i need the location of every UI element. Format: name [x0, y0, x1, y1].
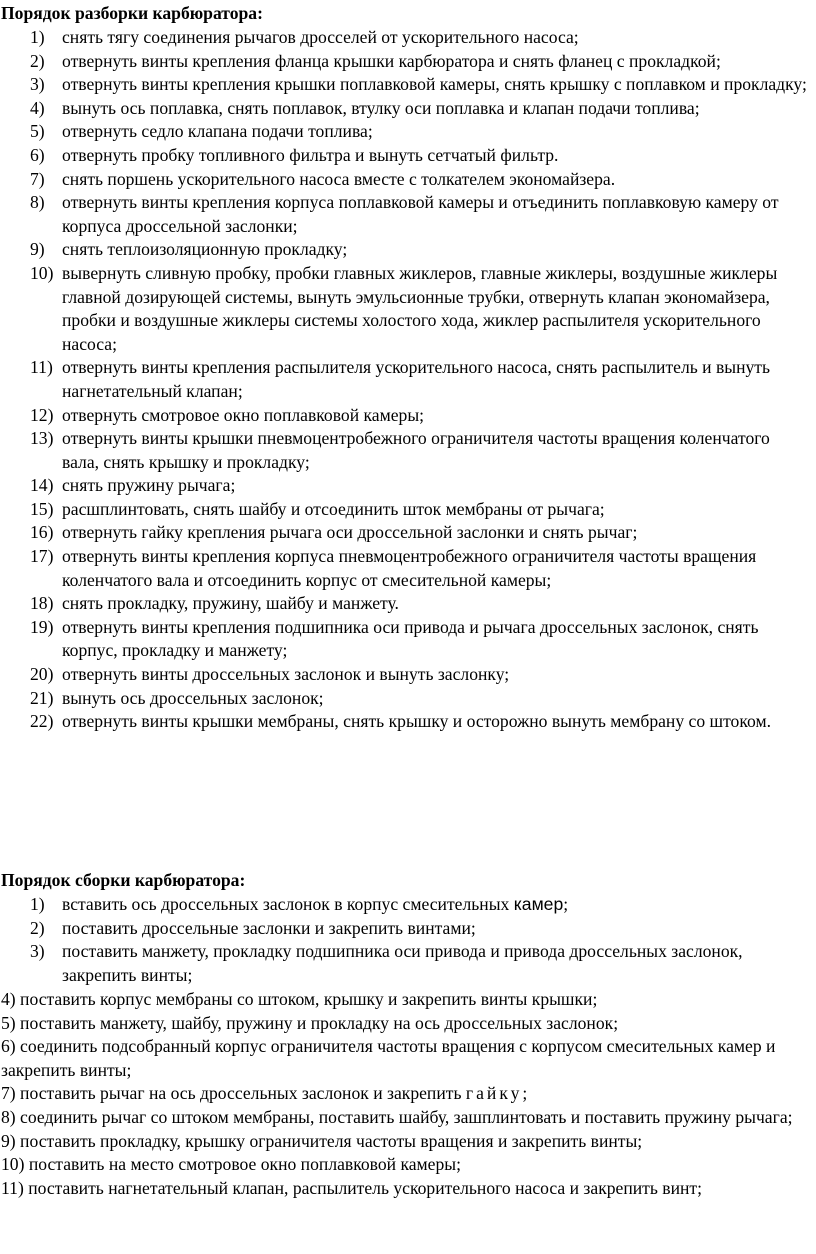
- list-item: [0, 521, 816, 545]
- step-number: 19): [30, 616, 54, 637]
- assembly-steps: [0, 893, 816, 987]
- list-item: [0, 427, 816, 474]
- list-item: [0, 474, 816, 498]
- step-number: 8): [30, 192, 45, 213]
- step-text: отвернуть винты крепления корпуса поплавковой камеры и отъединить поплавковую камеру от корпуса дроссельной заслонки;: [62, 192, 779, 236]
- list-item: [0, 498, 816, 522]
- step-text: расшплинтовать, снять шайбу и отсоединить шток мембраны от рычага;: [62, 498, 605, 519]
- disassembly-heading: Порядок разборки карбюратора:: [1, 3, 263, 23]
- step-number: 17): [30, 546, 54, 567]
- step-text: вынуть ось дроссельных заслонок;: [62, 687, 324, 708]
- step-number: 3): [30, 941, 45, 962]
- list-item: [0, 191, 816, 238]
- step-text: вынуть ось поплавка, снять поплавок, втулку оси поплавка и клапан подачи топлива;: [62, 97, 700, 118]
- list-item: 4) поставить корпус мембраны со штоком, крышку и закрепить винты крышки;: [1, 989, 598, 1009]
- list-item: [0, 26, 816, 50]
- list-item: [0, 404, 816, 428]
- list-item: [0, 592, 816, 616]
- step-text-end: ;: [563, 894, 569, 914]
- list-item: [0, 893, 816, 917]
- step-text: снять тягу соединения рычагов дросселей от ускорительного насоса;: [62, 27, 579, 47]
- step-number: 10): [30, 262, 54, 283]
- step-number: 2): [30, 50, 45, 71]
- step-text: отвернуть гайку крепления рычага оси дроссельной заслонки и снять рычаг;: [62, 522, 638, 543]
- step-number: 2): [30, 917, 45, 938]
- step-text: поставить дроссельные заслонки и закрепить винтами;: [62, 917, 476, 938]
- list-item: [0, 616, 816, 663]
- disassembly-steps: [0, 26, 816, 734]
- list-item: [0, 917, 816, 941]
- list-item: [0, 238, 816, 262]
- step-text-sans: камер: [513, 894, 564, 914]
- step-number: 15): [30, 498, 54, 519]
- step-number: 11): [30, 357, 53, 378]
- step-number: 3): [30, 74, 45, 95]
- step-number: 13): [30, 428, 54, 449]
- step-text: отвернуть седло клапана подачи топлива;: [62, 121, 373, 142]
- list-item: [0, 687, 816, 711]
- step-text: отвернуть пробку топливного фильтра и вынуть сетчатый фильтр.: [62, 144, 559, 165]
- list-item: 9) поставить прокладку, крышку ограничителя частоты вращения и закрепить винты;: [1, 1130, 643, 1151]
- list-item: [0, 144, 816, 168]
- step-text: вывернуть сливную пробку, пробки главных жиклеров, главные жиклеры, воздушные жиклеры главной дозирующей системы, вынуть эмульсионные трубки, отвернуть клапан экономайзера, пробки и воздушные жиклеры системы холостого хода, жиклер распылителя ускорительного насоса;: [62, 262, 778, 354]
- list-item: [0, 940, 816, 987]
- step-number: 5): [30, 121, 45, 142]
- step-number: 16): [30, 522, 54, 543]
- step-number: 22): [30, 711, 54, 732]
- step-text: отвернуть винты дроссельных заслонок и вынуть заслонку;: [62, 664, 510, 685]
- list-item: [0, 710, 816, 734]
- step-number: 6): [30, 144, 45, 165]
- list-item: 5) поставить манжету, шайбу, пружину и прокладку на ось дроссельных заслонок;: [1, 1012, 619, 1033]
- list-item: [0, 545, 816, 592]
- step-number: 14): [30, 475, 54, 496]
- step-text-spaced: гайку: [465, 1083, 523, 1104]
- step-text: 7) поставить рычаг на ось дроссельных заслонок и закрепить: [1, 1083, 466, 1104]
- step-number: 18): [30, 593, 54, 614]
- list-item: [0, 168, 816, 192]
- list-item: [0, 356, 816, 403]
- list-item: [0, 1082, 806, 1106]
- step-number: 7): [30, 168, 45, 189]
- step-text: снять поршень ускорительного насоса вместе с толкателем экономайзера.: [62, 168, 616, 189]
- list-item: [0, 120, 816, 144]
- step-text: отвернуть винты крепления распылителя ускорительного насоса, снять распылитель и вынуть нагнетательный клапан;: [62, 357, 771, 401]
- step-number: 21): [30, 687, 54, 708]
- list-item: [0, 262, 816, 356]
- list-item: [0, 50, 816, 74]
- step-text: отвернуть винты крышки мембраны, снять крышку и осторожно вынуть мембрану со штоком.: [62, 711, 771, 732]
- list-item: 10) поставить на место смотровое окно поплавковой камеры;: [1, 1154, 461, 1175]
- list-item: 11) поставить нагнетательный клапан, распылитель ускорительного насоса и закрепить винт;: [1, 1177, 703, 1198]
- step-number: 1): [30, 27, 45, 47]
- step-number: 12): [30, 404, 54, 425]
- step-number: 20): [30, 664, 54, 685]
- step-text: отвернуть винты крышки пневмоцентробежного ограничителя частоты вращения коленчатого вала, снять крышку и прокладку;: [62, 428, 770, 472]
- step-text: снять пружину рычага;: [62, 475, 236, 496]
- list-item: 6) соединить подсобранный корпус ограничителя частоты вращения с корпусом смесительных камер и закрепить винты;: [1, 1036, 776, 1080]
- step-text: снять теплоизоляционную прокладку;: [62, 239, 348, 260]
- step-text: отвернуть винты крепления подшипника оси привода и рычага дроссельных заслонок, снять корпус, прокладку и манжету;: [62, 616, 759, 661]
- step-text: отвернуть винты крепления фланца крышки карбюратора и снять фланец с прокладкой;: [62, 50, 721, 71]
- step-text: отвернуть смотровое окно поплавковой камеры;: [62, 404, 425, 425]
- step-text: снять прокладку, пружину, шайбу и манжету.: [62, 593, 399, 614]
- assembly-steps-continued: [0, 988, 806, 1200]
- list-item: 8) соединить рычаг со штоком мембраны, поставить шайбу, зашплинтовать и поставить пружину рычага;: [1, 1106, 793, 1127]
- step-text: отвернуть винты крепления корпуса пневмоцентробежного ограничителя частоты вращения коленчатого вала и отсоединить корпус от смесительной камеры;: [62, 546, 757, 590]
- assembly-heading: Порядок сборки карбюратора:: [1, 870, 246, 890]
- list-item: [0, 97, 816, 121]
- step-text: вставить ось дроссельных заслонок в корпус смесительных: [62, 894, 514, 914]
- list-item: [0, 73, 816, 97]
- list-item: [0, 663, 816, 687]
- step-number: 4): [30, 97, 45, 118]
- step-number: 9): [30, 239, 45, 260]
- step-text: поставить манжету, прокладку подшипника оси привода и привода дроссельных заслонок, закрепить винты;: [62, 941, 743, 985]
- step-text-end: ;: [522, 1083, 528, 1104]
- step-number: 1): [30, 894, 45, 914]
- step-text: отвернуть винты крепления крышки поплавковой камеры, снять крышку с поплавком и прокладку;: [62, 74, 807, 95]
